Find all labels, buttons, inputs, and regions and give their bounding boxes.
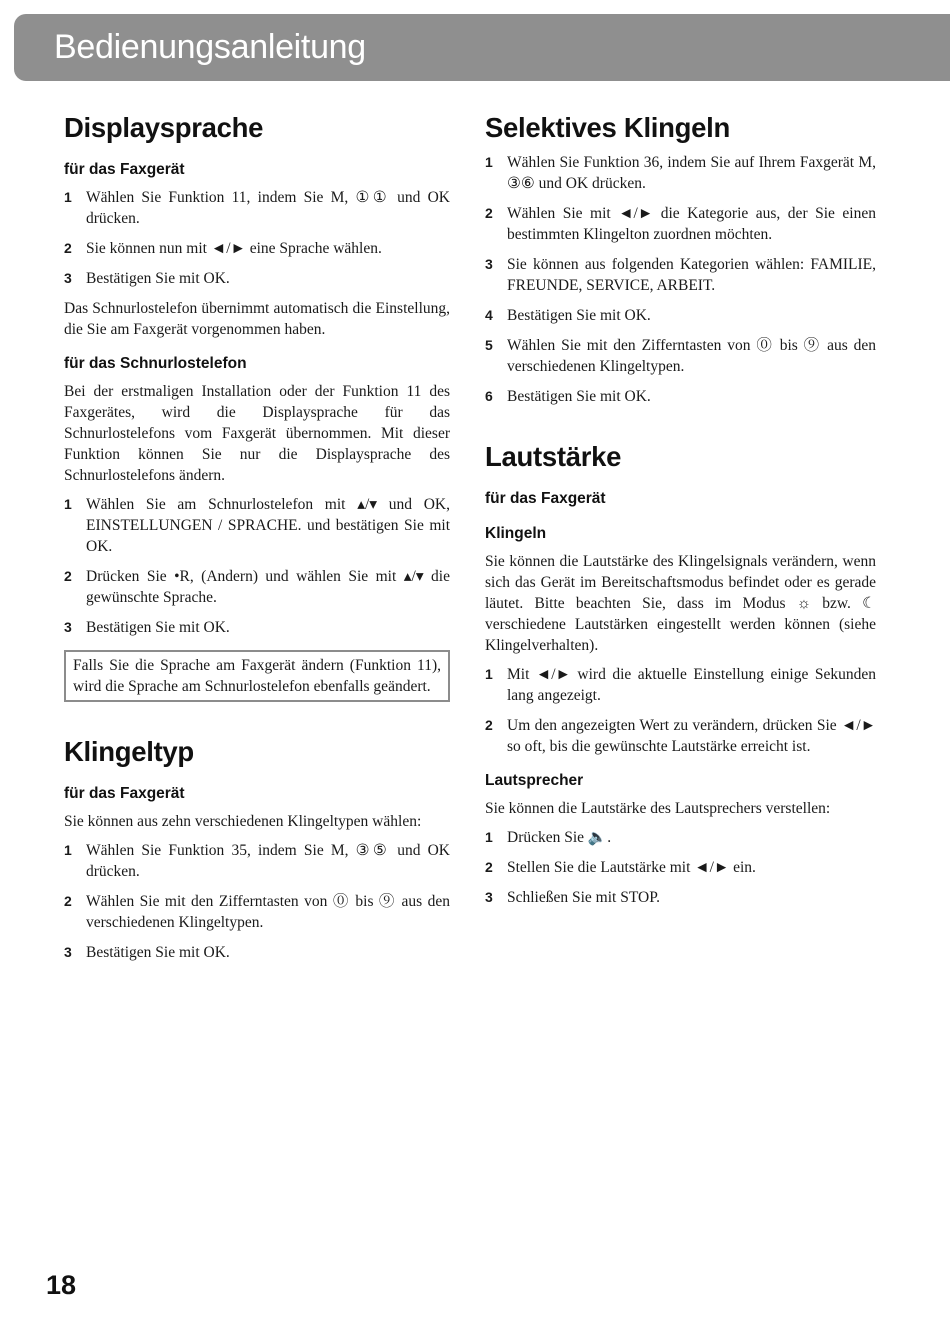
page-number: 18 bbox=[46, 1270, 77, 1300]
steps-selektives-klingeln bbox=[485, 152, 876, 407]
step-number: 2 bbox=[485, 717, 493, 733]
header-bar bbox=[14, 14, 950, 81]
heading-selektives-klingeln: Selektives Klingeln bbox=[485, 112, 730, 143]
step-number: 3 bbox=[64, 270, 72, 286]
step-item bbox=[485, 715, 876, 757]
paragraph: Sie können die Lautstärke des Klingelsignals verändern, wenn sich das Gerät im Bereitschaftsmodus befindet oder es gerade läutet. Bitte beachten Sie, dass im Modus ☼ bzw. ☾ verschiedene Lautstärken eingestellt werden können (siehe Klingelverhalten). bbox=[485, 553, 876, 654]
step-number: 1 bbox=[485, 154, 493, 170]
step-text: Sie können nun mit ◄/► eine Sprache wählen. bbox=[86, 240, 382, 257]
step-item bbox=[485, 305, 876, 326]
left-column bbox=[64, 110, 450, 972]
subheading-schnurlostelefon: für das Schnurlostelefon bbox=[64, 355, 247, 372]
step-text: Um den angezeigten Wert zu verändern, drücken Sie ◄/► so oft, bis die gewünschte Lautstärke erreicht ist. bbox=[507, 717, 876, 755]
step-number: 2 bbox=[64, 893, 72, 909]
step-text: Wählen Sie am Schnurlostelefon mit ▴/▾ und OK, EINSTELLUNGEN / SPRACHE. und bestätigen Sie mit OK. bbox=[86, 496, 450, 555]
page-title: Bedienungsanleitung bbox=[54, 28, 366, 66]
steps-displaysprache-telefon bbox=[64, 494, 450, 638]
subheading-faxgeraet: für das Faxgerät bbox=[64, 785, 185, 802]
step-item bbox=[64, 238, 450, 259]
subheading-faxgeraet: für das Faxgerät bbox=[485, 490, 606, 507]
step-text: Wählen Sie mit den Zifferntasten von ⓪ bis ⑨ aus den verschiedenen Klingeltypen. bbox=[507, 337, 876, 375]
step-number: 1 bbox=[485, 666, 493, 682]
step-number: 6 bbox=[485, 388, 493, 404]
heading-lautstaerke: Lautstärke bbox=[485, 441, 622, 472]
steps-klingeltyp bbox=[64, 840, 450, 963]
step-text: Wählen Sie Funktion 36, indem Sie auf Ihrem Faxgerät M, ③⑥ und OK drücken. bbox=[507, 154, 876, 192]
step-number: 3 bbox=[485, 889, 493, 905]
step-item bbox=[485, 386, 876, 407]
paragraph: Sie können aus zehn verschiedenen Klingeltypen wählen: bbox=[64, 813, 422, 830]
step-number: 3 bbox=[64, 944, 72, 960]
step-number: 1 bbox=[485, 829, 493, 845]
step-item bbox=[485, 335, 876, 377]
step-item bbox=[64, 566, 450, 608]
step-text: Drücken Sie •R, (Andern) und wählen Sie mit ▴/▾ die gewünschte Sprache. bbox=[86, 568, 450, 606]
step-text: Wählen Sie mit den Zifferntasten von ⓪ bis ⑨ aus den verschiedenen Klingeltypen. bbox=[86, 893, 450, 931]
steps-displaysprache-fax bbox=[64, 187, 450, 289]
step-number: 2 bbox=[485, 205, 493, 221]
steps-lautsprecher bbox=[485, 827, 876, 908]
paragraph: Sie können die Lautstärke des Lautsprechers verstellen: bbox=[485, 800, 831, 817]
heading-displaysprache: Displaysprache bbox=[64, 112, 264, 143]
step-text: Wählen Sie Funktion 11, indem Sie M, ①① und OK drücken. bbox=[86, 189, 450, 227]
step-item bbox=[64, 840, 450, 882]
step-item bbox=[485, 664, 876, 706]
step-text: Bestätigen Sie mit OK. bbox=[86, 619, 230, 636]
step-text: Wählen Sie mit ◄/► die Kategorie aus, der Sie einen bestimmten Klingelton zuordnen möchten. bbox=[507, 205, 876, 243]
step-item bbox=[485, 203, 876, 245]
step-item bbox=[64, 891, 450, 933]
step-item bbox=[485, 887, 876, 908]
subheading-faxgeraet: für das Faxgerät bbox=[64, 161, 185, 178]
step-number: 5 bbox=[485, 337, 493, 353]
step-text: Bestätigen Sie mit OK. bbox=[507, 307, 651, 324]
step-number: 3 bbox=[64, 619, 72, 635]
step-item bbox=[485, 254, 876, 296]
paragraph: Das Schnurlostelefon übernimmt automatisch die Einstellung, die Sie am Faxgerät vorgenommen haben. bbox=[64, 300, 450, 338]
step-text: Mit ◄/► wird die aktuelle Einstellung einige Sekunden lang angezeigt. bbox=[507, 666, 876, 704]
step-number: 4 bbox=[485, 307, 493, 323]
note-box: Falls Sie die Sprache am Faxgerät ändern (Funktion 11), wird die Sprache am Schnurlostelefon ebenfalls geändert. bbox=[64, 650, 450, 702]
step-text: Drücken Sie 🔈. bbox=[507, 829, 612, 846]
step-item bbox=[64, 942, 450, 963]
step-text: Stellen Sie die Lautstärke mit ◄/► ein. bbox=[507, 859, 756, 876]
subheading-lautsprecher: Lautsprecher bbox=[485, 772, 584, 789]
step-item bbox=[64, 617, 450, 638]
step-item bbox=[485, 857, 876, 878]
step-number: 1 bbox=[64, 842, 72, 858]
step-item bbox=[64, 494, 450, 557]
step-number: 1 bbox=[64, 496, 72, 512]
heading-klingeltyp: Klingeltyp bbox=[64, 736, 194, 767]
step-item bbox=[64, 268, 450, 289]
step-number: 2 bbox=[64, 568, 72, 584]
subheading-klingeln: Klingeln bbox=[485, 525, 547, 542]
step-text: Bestätigen Sie mit OK. bbox=[86, 270, 230, 287]
right-column bbox=[485, 110, 876, 917]
step-number: 2 bbox=[485, 859, 493, 875]
step-number: 1 bbox=[64, 189, 72, 205]
step-number: 2 bbox=[64, 240, 72, 256]
step-item bbox=[64, 187, 450, 229]
steps-klingeln bbox=[485, 664, 876, 757]
step-text: Bestätigen Sie mit OK. bbox=[507, 388, 651, 405]
step-text: Wählen Sie Funktion 35, indem Sie M, ③⑤ und OK drücken. bbox=[86, 842, 450, 880]
step-text: Bestätigen Sie mit OK. bbox=[86, 944, 230, 961]
step-text: Schließen Sie mit STOP. bbox=[507, 889, 661, 906]
step-text: Sie können aus folgenden Kategorien wählen: FAMILIE, FREUNDE, SERVICE, ARBEIT. bbox=[507, 256, 876, 294]
step-item bbox=[485, 827, 876, 848]
step-number: 3 bbox=[485, 256, 493, 272]
paragraph: Bei der erstmaligen Installation oder der Funktion 11 des Faxgerätes, wird die Displaysprache für das Schnurlostelefons vom Faxgerät übernommen. Mit dieser Funktion können Sie nur die Displaysprache des Schnurlostelefons ändern. bbox=[64, 383, 450, 484]
step-item bbox=[485, 152, 876, 194]
